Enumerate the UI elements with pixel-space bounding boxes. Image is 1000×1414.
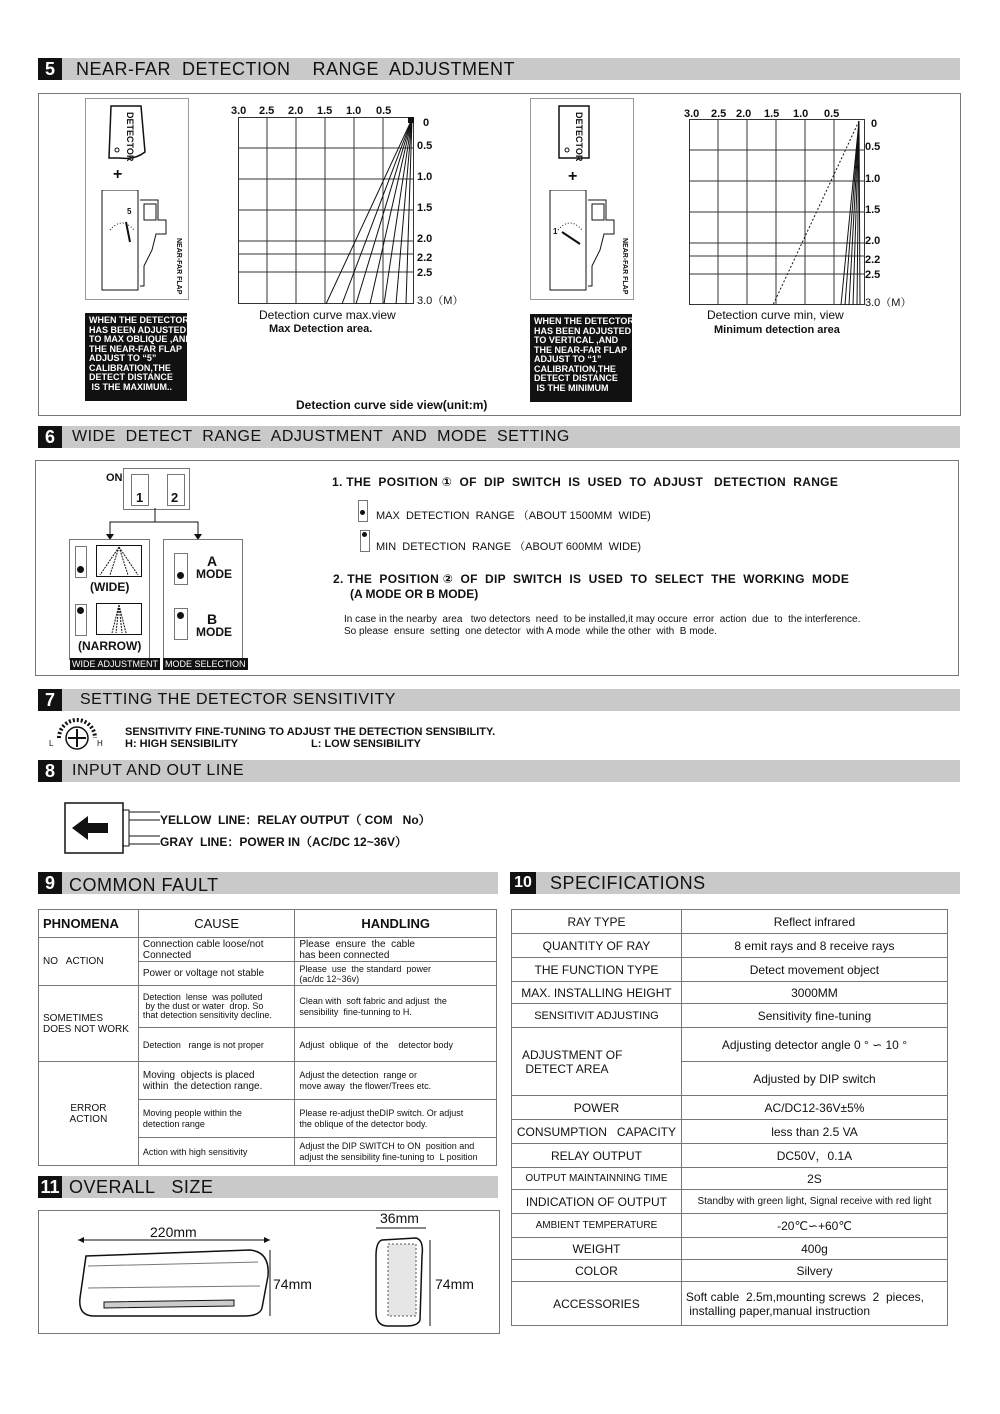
section10-header [510, 872, 960, 894]
section6-number: 6 [38, 426, 62, 448]
knob-h: H [97, 739, 103, 748]
spec-value: 400g [681, 1238, 947, 1260]
mode-a-dot [177, 572, 184, 579]
section6-header [38, 426, 960, 448]
chart-left-caption: Detection curve max.view [259, 308, 396, 322]
y-tick: 2.0 [865, 235, 881, 247]
x-tick: 3.0 [684, 108, 700, 120]
spec-value: AC/DC12-36V±5% [681, 1096, 947, 1120]
spec-key: SENSITIVIT ADJUSTING [512, 1004, 682, 1028]
mode-a-switch [174, 553, 188, 585]
fault-cause: Detection range is not proper [138, 1028, 295, 1062]
section7-header [38, 689, 960, 711]
section8-header [38, 760, 960, 782]
knob-l: L [49, 739, 54, 748]
x-tick: 2.0 [736, 108, 752, 120]
max-switch-dot [360, 510, 365, 515]
section5-title: NEAR-FAR DETECTION RANGE ADJUSTMENT [76, 59, 516, 79]
section5-number: 5 [38, 58, 62, 80]
fault-handling: Adjust oblique of the detector body [295, 1028, 497, 1062]
spec-key: COLOR [512, 1260, 682, 1282]
max-detection-chart [238, 117, 414, 304]
on-label: ON [106, 472, 123, 484]
interference-note-1: In case in the nearby area two detectors need to be installed,it may occure error action due to the interference. [344, 614, 861, 625]
y-tick: 0 [871, 118, 878, 130]
spec-key: MAX. INSTALLING HEIGHT [512, 982, 682, 1004]
spec-value: Adjusting detector angle 0 ° ∽ 10 ° [681, 1028, 947, 1062]
section10-title: SPECIFICATIONS [550, 873, 706, 893]
fault-handling: Adjust the detection range or move away the flower/Trees etc. [295, 1062, 497, 1100]
spec-value: Silvery [681, 1260, 947, 1282]
y-tick: 1.0 [865, 173, 881, 185]
narrow-beam-icon [96, 603, 142, 635]
height-dimension: 74mm [273, 1276, 312, 1292]
y-tick: 0 [423, 117, 430, 129]
knob-label-right: 1 [553, 227, 558, 236]
fault-cause: Connection cable loose/not Connected [138, 938, 295, 962]
sensitivity-knob-icon [55, 714, 99, 750]
spec-key: RELAY OUTPUT [512, 1144, 682, 1168]
fault-handling: Please re-adjust theDIP switch. Or adjust the oblique of the detector body. [295, 1100, 497, 1138]
flap-left-icon [100, 190, 184, 294]
y-tick: 2.2 [417, 252, 433, 264]
mode-b-dot [177, 612, 184, 619]
plus-right: + [568, 168, 578, 185]
gray-line-text: GRAY LINE：POWER IN（AC/DC 12~36V） [160, 835, 408, 849]
y-tick: 0.5 [417, 140, 433, 152]
dip-2-label: 2 [171, 490, 179, 505]
mode-b-letter: B [207, 611, 218, 627]
side-view-drawing [366, 1226, 436, 1330]
yellow-line-text: YELLOW LINE：RELAY OUTPUT（ COM No） [160, 813, 431, 827]
x-tick: 1.5 [764, 108, 780, 120]
section9-header [38, 872, 498, 894]
y-tick: 1.5 [865, 204, 881, 216]
min-range-text: MIN DETECTION RANGE （ABOUT 600MM WIDE) [376, 541, 642, 553]
x-tick: 1.0 [346, 105, 362, 117]
fault-table [38, 909, 497, 1166]
narrow-label: (NARROW) [78, 639, 142, 653]
x-tick: 0.5 [376, 105, 392, 117]
spec-key: RAY TYPE [512, 910, 682, 934]
fault-phenomenon: ERROR ACTION [39, 1062, 139, 1166]
spec-value: 8 emit rays and 8 receive rays [681, 934, 947, 958]
front-view-drawing [74, 1236, 274, 1326]
spec-table [511, 909, 948, 1326]
y-tick: 0.5 [865, 141, 881, 153]
y-tick: 2.0 [417, 233, 433, 245]
spec-key: AMBIENT TEMPERATURE [512, 1214, 682, 1238]
sensitivity-text: SENSITIVITY FINE-TUNING TO ADJUST THE DETECTION SENSIBILITY. [125, 726, 496, 738]
max-range-text: MAX DETECTION RANGE （ABOUT 1500MM WIDE) [376, 510, 651, 522]
fault-phenomenon: NO ACTION [39, 938, 139, 986]
x-tick: 2.0 [288, 105, 304, 117]
spec-key: ADJUSTMENT OF DETECT AREA [512, 1028, 682, 1096]
section9-title: COMMON FAULT [69, 875, 219, 895]
dip-arrows [100, 508, 220, 540]
mode-a-label: MODE [196, 567, 232, 581]
fault-cause: Moving objects is placed within the detection range. [138, 1062, 295, 1100]
x-tick: 2.5 [259, 105, 275, 117]
wide-label: (WIDE) [90, 580, 130, 594]
high-sensibility: H: HIGH SENSIBILITY [125, 738, 239, 750]
spec-value: less than 2.5 VA [681, 1120, 947, 1144]
spec-value: -20℃∽+60℃ [681, 1214, 947, 1238]
section11-number: 11 [38, 1176, 62, 1198]
section6-title: WIDE DETECT RANGE ADJUSTMENT AND MODE SETTING [72, 428, 570, 445]
depth-dimension: 36mm [380, 1210, 419, 1226]
spec-key: THE FUNCTION TYPE [512, 958, 682, 982]
detector-label-right: DETECTOR [574, 112, 584, 162]
wide-switch-dot [77, 566, 84, 573]
dip-position-2-text: 2. THE POSITION ② OF DIP SWITCH IS USED TO SELECT THE WORKING MODE [333, 572, 850, 586]
low-sensibility: L: LOW SENSIBILITY [311, 738, 421, 750]
x-tick: 1.0 [793, 108, 809, 120]
fault-header-handling: HANDLING [295, 910, 497, 938]
y-tick: 3.0（M） [865, 297, 912, 309]
y-tick: 2.2 [865, 254, 881, 266]
spec-key: WEIGHT [512, 1238, 682, 1260]
min-detection-chart [689, 119, 865, 305]
spec-value: Adjusted by DIP switch [681, 1062, 947, 1096]
fault-handling: Clean with soft fabric and adjust the sensibility fine-tunning to H. [295, 986, 497, 1028]
y-tick: 1.0 [417, 171, 433, 183]
section8-title: INPUT AND OUT LINE [72, 762, 244, 779]
section10-number: 10 [510, 872, 536, 894]
mode-a-letter: A [207, 553, 218, 569]
chart-right-subcaption: Minimum detection area [714, 324, 840, 336]
spec-value: Soft cable 2.5m,mounting screws 2 pieces, installing paper,manual instruction [681, 1282, 947, 1326]
fault-cause: Power or voltage not stable [138, 962, 295, 986]
note-min: WHEN THE DETECTOR HAS BEEN ADJUSTED TO VERTICAL ,AND THE NEAR-FAR FLAP ADJUST TO “1” CALIBRATION,THE DETECT DISTANCE IS THE MINIMUM [530, 314, 632, 402]
min-switch-dot [362, 532, 367, 537]
detector-label-left: DETECTOR [125, 112, 135, 162]
mode-selection-tag: MODE SELECTION [165, 659, 246, 669]
plus-left: + [113, 166, 123, 183]
wide-beam-icon [96, 545, 142, 577]
section5-header [38, 58, 960, 80]
section11-header [38, 1176, 498, 1198]
wiring-connector-icon [64, 802, 160, 854]
fault-cause: Detection lense was polluted by the dust or water drop. So that detection sensitivity decline. [138, 986, 295, 1028]
x-tick: 1.5 [317, 105, 333, 117]
fault-header-phenomena: PHNOMENA [39, 910, 139, 938]
section9-number: 9 [38, 872, 62, 894]
wide-adjustment-tag: WIDE ADJUSTMENT [72, 659, 159, 669]
x-tick: 3.0 [231, 105, 247, 117]
fault-phenomenon: SOMETIMES DOES NOT WORK [39, 986, 139, 1062]
side-height-dimension: 74mm [435, 1276, 474, 1292]
spec-key: POWER [512, 1096, 682, 1120]
y-tick: 1.5 [417, 202, 433, 214]
spec-key: ACCESSORIES [512, 1282, 682, 1326]
mode-b-label: MODE [196, 625, 232, 639]
section11-title: OVERALL SIZE [69, 1177, 214, 1197]
spec-key: CONSUMPTION CAPACITY [512, 1120, 682, 1144]
fault-cause: Moving people within the detection range [138, 1100, 295, 1138]
mode-subtext: (A MODE OR B MODE) [350, 587, 479, 601]
flap-right-icon [548, 190, 632, 294]
spec-value: 2S [681, 1168, 947, 1190]
y-tick: 3.0（M） [417, 295, 464, 307]
note-max: WHEN THE DETECTOR HAS BEEN ADJUSTED TO MAX OBLIQUE ,AND THE NEAR-FAR FLAP ADJUST TO “5” CALIBRATION,THE DETECT DISTANCE IS THE MAXIMUM.. [85, 313, 187, 401]
section7-title: SETTING THE DETECTOR SENSITIVITY [80, 691, 396, 708]
spec-key: QUANTITY OF RAY [512, 934, 682, 958]
fault-header-cause: CAUSE [138, 910, 295, 938]
fault-handling: Adjust the DIP SWITCH to ON position and adjust the sensibility fine-tuning to L position [295, 1138, 497, 1166]
chart-left-subcaption: Max Detection area. [269, 323, 373, 335]
section5-footer: Detection curve side view(unit:m) [296, 398, 488, 412]
spec-key: INDICATION OF OUTPUT [512, 1190, 682, 1214]
dip-1-label: 1 [136, 490, 144, 505]
dip-position-1-text: 1. THE POSITION ① OF DIP SWITCH IS USED TO ADJUST DETECTION RANGE [332, 475, 839, 489]
x-tick: 0.5 [824, 108, 840, 120]
section7-number: 7 [38, 689, 62, 711]
fault-cause: Action with high sensitivity [138, 1138, 295, 1166]
x-tick: 2.5 [711, 108, 727, 120]
y-tick: 2.5 [865, 269, 881, 281]
spec-value: Standby with green light, Signal receive with red light [681, 1190, 947, 1214]
wide-switch [75, 546, 87, 578]
width-dimension: 220mm [150, 1224, 197, 1240]
spec-value: Reflect infrared [681, 910, 947, 934]
fault-handling: Please ensure the cable has been connected [295, 938, 497, 962]
spec-value: Sensitivity fine-tuning [681, 1004, 947, 1028]
y-tick: 2.5 [417, 267, 433, 279]
flap-label-right: NEAR-FAR FLAP [621, 238, 628, 295]
spec-value: Detect movement object [681, 958, 947, 982]
section8-number: 8 [38, 760, 62, 782]
knob-label-left: 5 [127, 207, 132, 216]
spec-key: OUTPUT MAINTAINNING TIME [512, 1168, 682, 1190]
flap-label-left: NEAR-FAR FLAP [175, 238, 182, 295]
chart-right-caption: Detection curve min, view [707, 308, 844, 322]
interference-note-2: So please ensure setting one detector with A mode while the other with B mode. [344, 626, 717, 637]
spec-value: DC50V，0.1A [681, 1144, 947, 1168]
narrow-switch-dot [77, 607, 84, 614]
fault-handling: Please use the standard power (ac/dc 12~36v) [295, 962, 497, 986]
spec-value: 3000MM [681, 982, 947, 1004]
